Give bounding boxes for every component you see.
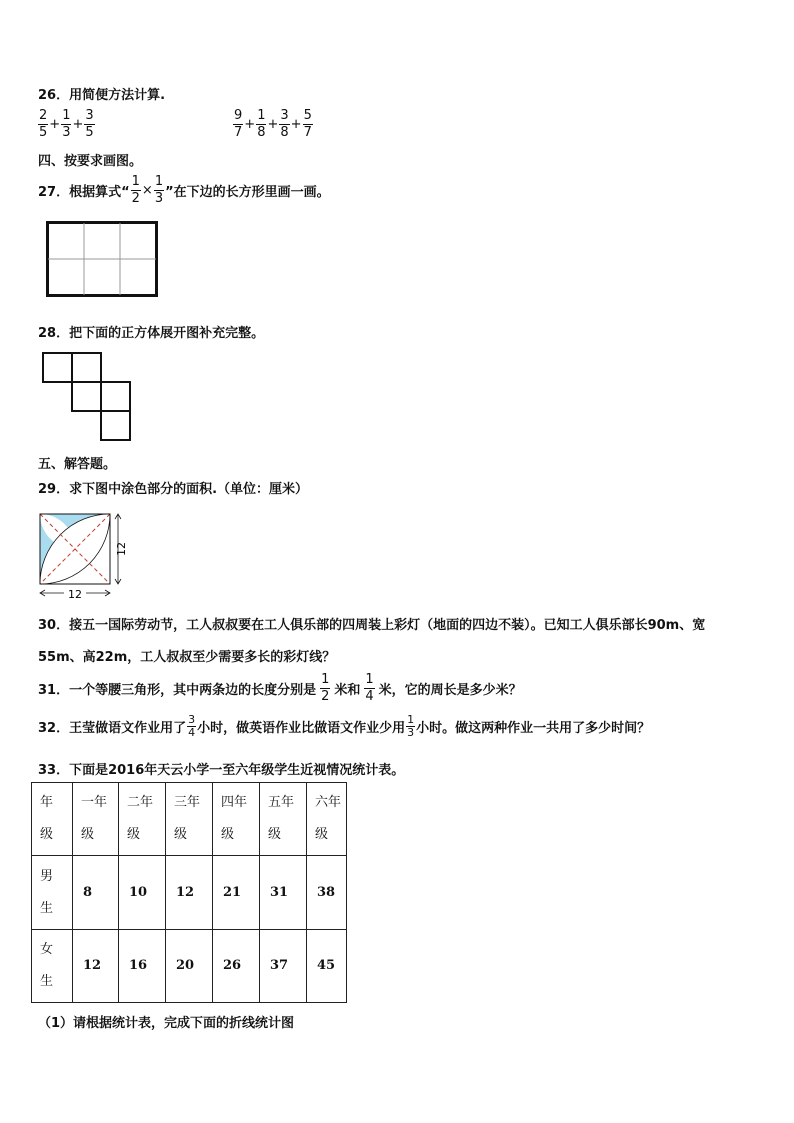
fraction: $\frac{2}{5}$ bbox=[39, 108, 48, 140]
q28-cube-net bbox=[41, 352, 133, 444]
q29-shaded-square-figure bbox=[36, 510, 132, 600]
table-cell: 45 bbox=[307, 930, 347, 1003]
table-cell: 26 bbox=[213, 930, 260, 1003]
row-label-cell: 女 生 bbox=[32, 930, 73, 1003]
table-header-cell: 五年 级 bbox=[260, 783, 307, 856]
q30-line-2: 55m、高22m，工人叔叔至少需要多长的彩灯线？ bbox=[38, 650, 336, 665]
q33-stats-table bbox=[31, 782, 347, 1003]
q33-title: 33．下面是2016年天云小学一至六年级学生近视情况统计表。 bbox=[38, 763, 405, 778]
table-cell: 12 bbox=[166, 856, 213, 930]
fraction: $\frac{1}{3}$ bbox=[407, 713, 415, 739]
table-cell: 8 bbox=[73, 856, 119, 930]
fraction: $\frac{5}{7}$ bbox=[303, 108, 312, 140]
section-5-heading: 五、解答题。 bbox=[38, 457, 117, 472]
fraction: $\frac{1}{2}$ bbox=[131, 174, 140, 206]
section-4-heading: 四、按要求画图。 bbox=[38, 154, 143, 169]
table-row bbox=[32, 856, 347, 930]
q29-bottom-label: 12 bbox=[68, 588, 82, 600]
q31-text: 31．一个等腰三角形，其中两条边的长度分别是 $\frac{1}{2}$ 米和 $\frac{1}{4}$ 米，它的周长是多少米？ bbox=[38, 672, 522, 704]
table-header-cell: 六年 级 bbox=[307, 783, 347, 856]
table-cell: 16 bbox=[119, 930, 166, 1003]
table-cell: 37 bbox=[260, 930, 307, 1003]
table-header-cell: 四年 级 bbox=[213, 783, 260, 856]
q29-title: 29．求下图中涂色部分的面积.（单位：厘米） bbox=[38, 482, 309, 497]
q26-expression-2: $\frac{9}{7}$ + $\frac{1}{8}$ + $\frac{3}{8}$ + $\frac{5}{7}$ bbox=[234, 108, 312, 140]
fraction: $\frac{1}{3}$ bbox=[62, 108, 71, 140]
table-cell: 12 bbox=[73, 930, 119, 1003]
fraction: $\frac{9}{7}$ bbox=[234, 108, 243, 140]
fraction: $\frac{1}{8}$ bbox=[257, 108, 266, 140]
q27-rectangle-grid bbox=[46, 221, 158, 297]
q29-side-label: 12 bbox=[115, 542, 128, 556]
table-cell: 10 bbox=[119, 856, 166, 930]
table-header-cell: 二年 级 bbox=[119, 783, 166, 856]
q30-line-1: 30．接五一国际劳动节，工人叔叔要在工人俱乐部的四周装上彩灯（地面的四边不装）。已知工人俱乐部长90m、宽 bbox=[38, 618, 706, 633]
fraction: $\frac{3}{4}$ bbox=[188, 713, 196, 739]
table-cell: 38 bbox=[307, 856, 347, 930]
fraction: $\frac{3}{8}$ bbox=[280, 108, 289, 140]
table-cell: 20 bbox=[166, 930, 213, 1003]
table-header-row bbox=[32, 783, 347, 856]
fraction: $\frac{3}{5}$ bbox=[85, 108, 94, 140]
table-header-cell: 三年 级 bbox=[166, 783, 213, 856]
q32-text: 32．王莹做语文作业用了 $\frac{3}{4}$ 小时，做英语作业比做语文作业少用 $\frac{1}{3}$ 小时。做这两种作业一共用了多少时间？ bbox=[38, 713, 651, 739]
q26-expression-1: $\frac{2}{5}$ + $\frac{1}{3}$ + $\frac{3}{5}$ bbox=[39, 108, 94, 140]
fraction: $\frac{1}{2}$ bbox=[321, 672, 330, 704]
q26-title: 26．用简便方法计算. bbox=[38, 88, 166, 103]
q27-title: 27．根据算式“ $\frac{1}{2}$ × $\frac{1}{3}$ ”在下边的长方形里画一画。 bbox=[38, 174, 330, 206]
table-header-cell: 年 级 bbox=[32, 783, 73, 856]
fraction: $\frac{1}{4}$ bbox=[365, 672, 374, 704]
table-header-cell: 一年 级 bbox=[73, 783, 119, 856]
fraction: $\frac{1}{3}$ bbox=[154, 174, 164, 206]
q28-title: 28．把下面的正方体展开图补充完整。 bbox=[38, 326, 265, 341]
row-label-cell: 男 生 bbox=[32, 856, 73, 930]
q33-subquestion-1: （1）请根据统计表，完成下面的折线统计图 bbox=[38, 1016, 295, 1031]
table-cell: 21 bbox=[213, 856, 260, 930]
table-row bbox=[32, 930, 347, 1003]
table-cell: 31 bbox=[260, 856, 307, 930]
